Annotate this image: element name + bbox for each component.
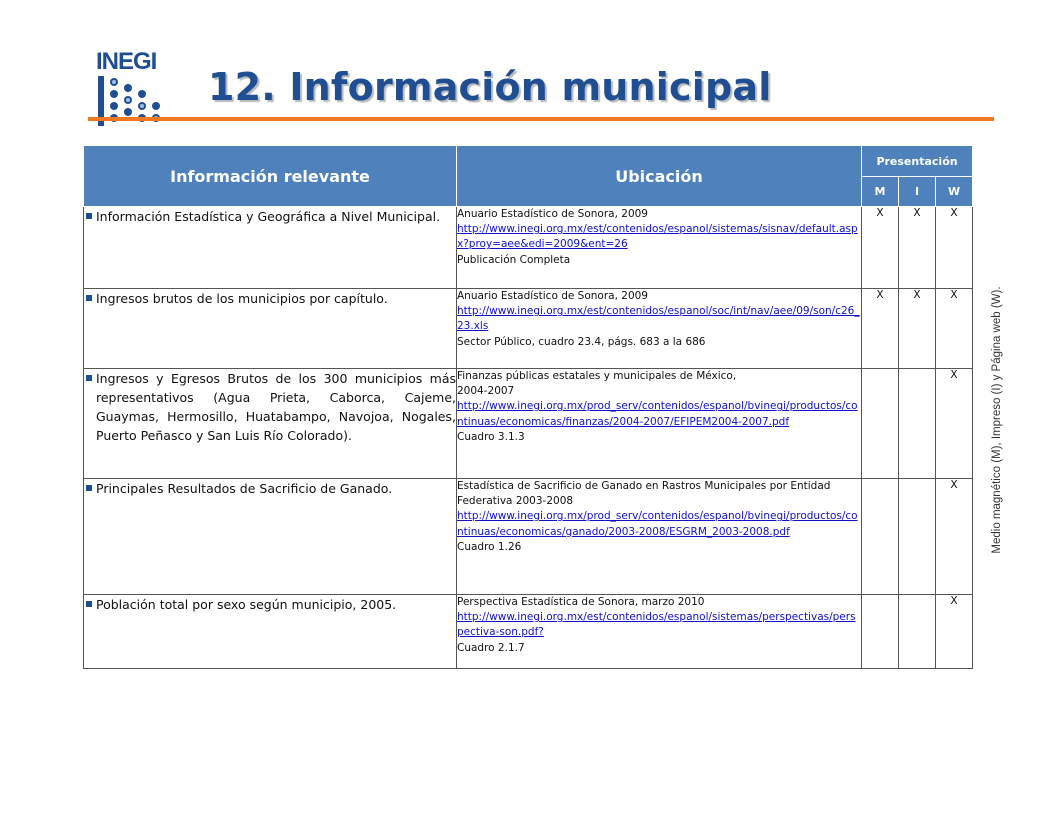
header-location: Ubicación: [457, 146, 862, 207]
info-text: Ingresos y Egresos Brutos de los 300 municipios más representativos (Agua Prieta, Caborca, Cajeme, Guaymas, Hermosillo, Huatabampo, Navojoa, Nogales, Puerto Peñasco y San Luis Río Colorado).: [96, 371, 456, 443]
bullet-icon: [86, 601, 92, 607]
bullet-icon: [86, 375, 92, 381]
logo-wordmark: INEGI: [96, 48, 157, 75]
location-text: Anuario Estadístico de Sonora, 2009: [457, 290, 648, 302]
location-cell: [457, 369, 862, 479]
source-link[interactable]: http://www.inegi.org.mx/est/contenidos/espanol/soc/int/nav/aee/09/son/c26_23.xls: [457, 305, 860, 333]
table-row: [84, 369, 973, 479]
location-cell: [457, 289, 862, 369]
presentation-i-cell: X: [899, 289, 936, 369]
source-link[interactable]: http://www.inegi.org.mx/est/contenidos/espanol/sistemas/sisnav/default.aspx?proy=aee&edi=2009&ent=26: [457, 223, 858, 251]
title-underline: [88, 117, 994, 121]
presentation-i-cell: [899, 595, 936, 669]
presentation-i-cell: [899, 479, 936, 595]
presentation-w-cell: X: [936, 289, 973, 369]
presentation-w-cell: X: [936, 207, 973, 289]
presentation-legend: Medio magnético (M), Impreso (I) y Página web (W).: [991, 286, 1003, 554]
location-text: Anuario Estadístico de Sonora, 2009: [457, 208, 648, 220]
presentation-m-cell: X: [862, 289, 899, 369]
presentation-i-cell: X: [899, 207, 936, 289]
table-row: [84, 479, 973, 595]
table-row: [84, 289, 973, 369]
bullet-icon: [86, 295, 92, 301]
presentation-w-cell: X: [936, 479, 973, 595]
source-link[interactable]: http://www.inegi.org.mx/prod_serv/contenidos/espanol/bvinegi/productos/continuas/economicas/ganado/2003-2008/ESGRM_2003-2008.pdf: [457, 510, 858, 538]
location-text: Perspectiva Estadística de Sonora, marzo 2010: [457, 596, 705, 608]
info-text: Ingresos brutos de los municipios por capítulo.: [96, 291, 388, 306]
municipal-info-table: [83, 145, 973, 669]
location-text: Publicación Completa: [457, 253, 571, 266]
table-row: [84, 595, 973, 669]
location-text: Finanzas públicas estatales y municipales de México,: [457, 370, 737, 382]
info-text: Población total por sexo según municipio, 2005.: [96, 597, 397, 612]
presentation-i-cell: [899, 369, 936, 479]
info-text: Principales Resultados de Sacrificio de Ganado.: [96, 481, 393, 496]
presentation-m-cell: [862, 595, 899, 669]
header-info: Información relevante: [84, 146, 457, 207]
location-text: 2004-2007: [457, 385, 515, 398]
page-title: 12. Información municipal: [208, 65, 772, 109]
location-cell: [457, 595, 862, 669]
header-w: W: [936, 177, 973, 207]
location-text: Estadística de Sacrificio de Ganado en Rastros Municipales por Entidad Federativa 2003-2008: [457, 480, 831, 508]
info-text: Información Estadística y Geográfica a Nivel Municipal.: [96, 209, 441, 224]
presentation-w-cell: X: [936, 369, 973, 479]
info-cell: [84, 479, 457, 595]
info-cell: [84, 595, 457, 669]
bullet-icon: [86, 213, 92, 219]
presentation-w-cell: X: [936, 595, 973, 669]
location-text: Cuadro 1.26: [457, 540, 522, 553]
presentation-m-cell: [862, 479, 899, 595]
location-text: Cuadro 3.1.3: [457, 430, 525, 443]
info-cell: [84, 289, 457, 369]
header-m: M: [862, 177, 899, 207]
info-cell: [84, 369, 457, 479]
location-text: Cuadro 2.1.7: [457, 641, 525, 654]
presentation-m-cell: X: [862, 207, 899, 289]
table-row: [84, 207, 973, 289]
location-cell: [457, 479, 862, 595]
info-cell: [84, 207, 457, 289]
presentation-m-cell: [862, 369, 899, 479]
location-cell: [457, 207, 862, 289]
header-i: I: [899, 177, 936, 207]
header-presentation: Presentación: [862, 146, 973, 177]
source-link[interactable]: http://www.inegi.org.mx/prod_serv/contenidos/espanol/bvinegi/productos/continuas/economicas/finanzas/2004-2007/EFIPEM2004-2007.pdf: [457, 400, 858, 428]
location-text: Sector Público, cuadro 23.4, págs. 683 a la 686: [457, 335, 706, 348]
source-link[interactable]: http://www.inegi.org.mx/est/contenidos/espanol/sistemas/perspectivas/perspectiva-son.pdf?: [457, 611, 856, 639]
bullet-icon: [86, 485, 92, 491]
